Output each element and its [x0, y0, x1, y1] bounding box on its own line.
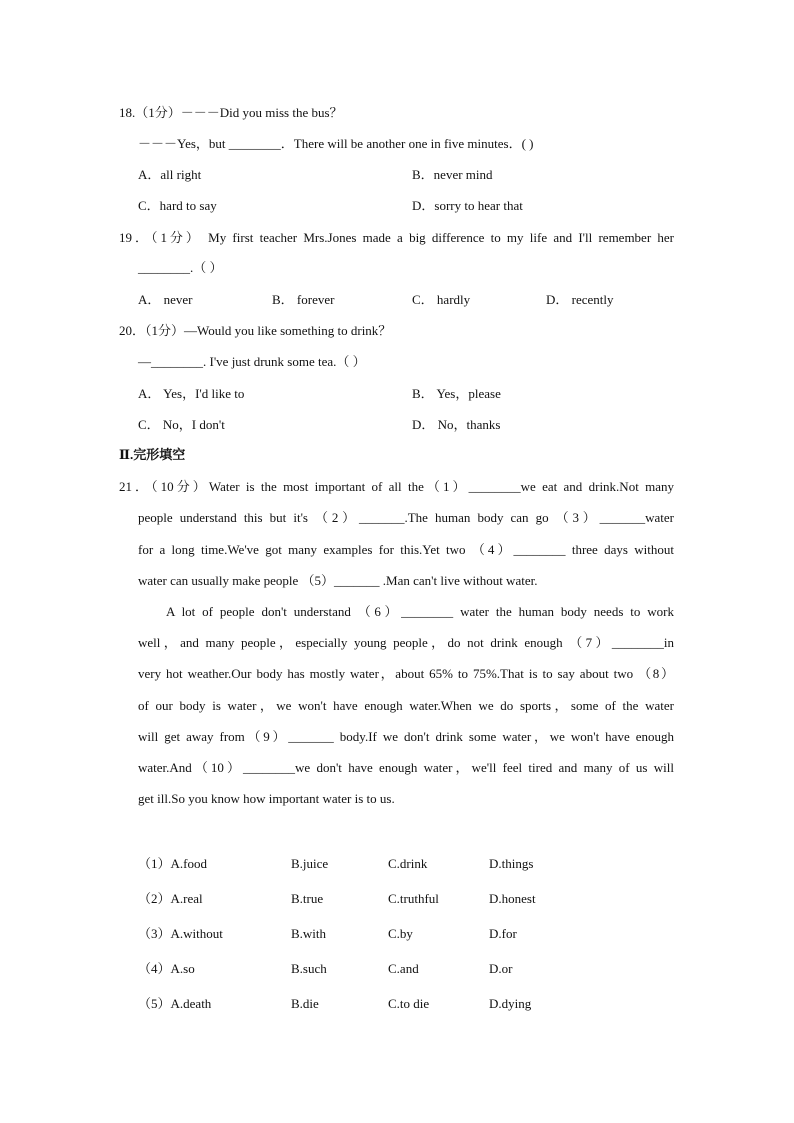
choice-d: D.or	[489, 961, 513, 976]
choice-a: A.without	[170, 926, 223, 941]
choice-c: C.drink	[388, 856, 428, 871]
passage-line: will get away from（9）_______ body.If we don't drink some water，we won't have enough	[138, 729, 674, 744]
passage-line: water can usually make people （5）_______ .Man can't live without water.	[138, 573, 538, 588]
question-19-stem: 19．（1分） My first teacher Mrs.Jones made a big difference to my life and I'll remember her	[119, 230, 674, 245]
choice-d: D.honest	[489, 891, 536, 906]
choice-row-5	[138, 996, 211, 1012]
choice-a: A.so	[170, 961, 195, 976]
choice-a: A.food	[170, 856, 207, 871]
question-20-option-a: A． Yes，I'd like to	[138, 386, 245, 401]
question-20-option-d: D． No，thanks	[412, 417, 501, 432]
choice-c: C.by	[388, 926, 413, 941]
choice-row-3	[138, 926, 223, 942]
choice-b: B.such	[291, 961, 327, 976]
question-18-option-a: A．all right	[138, 167, 202, 182]
question-19-option-a: A． never	[138, 292, 193, 307]
choice-b: B.juice	[291, 856, 329, 871]
choice-row-1	[138, 856, 207, 872]
choice-number: （2）	[138, 891, 171, 906]
question-18-option-c: C．hard to say	[138, 198, 217, 213]
choice-b: B.die	[291, 996, 319, 1011]
passage-line: 21．（10分）Water is the most important of all the（1）________we eat and drink.Not many	[119, 479, 674, 494]
choice-number: （4）	[138, 961, 171, 976]
choice-number: （1）	[138, 856, 171, 871]
passage-line: A lot of people don't understand （6）________ water the human body needs to work	[166, 604, 674, 619]
choice-number: （3）	[138, 926, 171, 941]
question-20-option-b: B． Yes，please	[412, 386, 501, 401]
passage-line: well，and many people，especially young people，do not drink enough （7）________in	[138, 635, 674, 650]
choice-a: A.real	[170, 891, 203, 906]
choice-c: C.truthful	[388, 891, 439, 906]
choice-d: D.for	[489, 926, 517, 941]
question-19-stem-cont: ________.（ ）	[138, 260, 223, 275]
question-18-option-b: B．never mind	[412, 167, 493, 182]
passage-line: water.And（10）________we don't have enough water，we'll feel tired and many of us will	[138, 760, 674, 775]
choice-d: D.things	[489, 856, 534, 871]
question-20-option-c: C． No，I don't	[138, 417, 225, 432]
choice-c: C.and	[388, 961, 419, 976]
question-18-reply: －－－Yes，but ________．There will be another one in five minutes．( )	[138, 136, 534, 151]
question-18-option-d: D．sorry to hear that	[412, 198, 523, 213]
section-title: Ⅱ.完形填空	[119, 447, 186, 462]
passage-line: get ill.So you know how important water is to us.	[138, 791, 395, 806]
choice-a: A.death	[170, 996, 212, 1011]
passage-line: very hot weather.Our body has mostly water，about 65% to 75%.That is to say about two （8）	[138, 666, 674, 681]
passage-line: of our body is water，we won't have enough water.When we do sports，some of the water	[138, 698, 674, 713]
choice-b: B.true	[291, 891, 324, 906]
question-19-option-d: D． recently	[546, 292, 614, 307]
choice-b: B.with	[291, 926, 327, 941]
choice-number: （5）	[138, 996, 171, 1011]
choice-c: C.to die	[388, 996, 430, 1011]
choice-row-2	[138, 891, 203, 907]
passage-line: people understand this but it's （2）_______.The human body can go （3）_______water	[138, 510, 674, 525]
question-20-reply: —________. I've just drunk some tea.（ ）	[138, 354, 366, 369]
choice-d: D.dying	[489, 996, 532, 1011]
question-19-option-c: C． hardly	[412, 292, 471, 307]
question-20-stem: 20．（1分）—Would you like something to drink？	[119, 323, 392, 338]
question-19-option-b: B． forever	[272, 292, 335, 307]
passage-line: for a long time.We've got many examples for this.Yet two （4）________ three days without	[138, 542, 674, 557]
question-18-stem: 18.（1分）－－－Did you miss the bus？	[119, 105, 343, 120]
choice-row-4	[138, 961, 195, 977]
